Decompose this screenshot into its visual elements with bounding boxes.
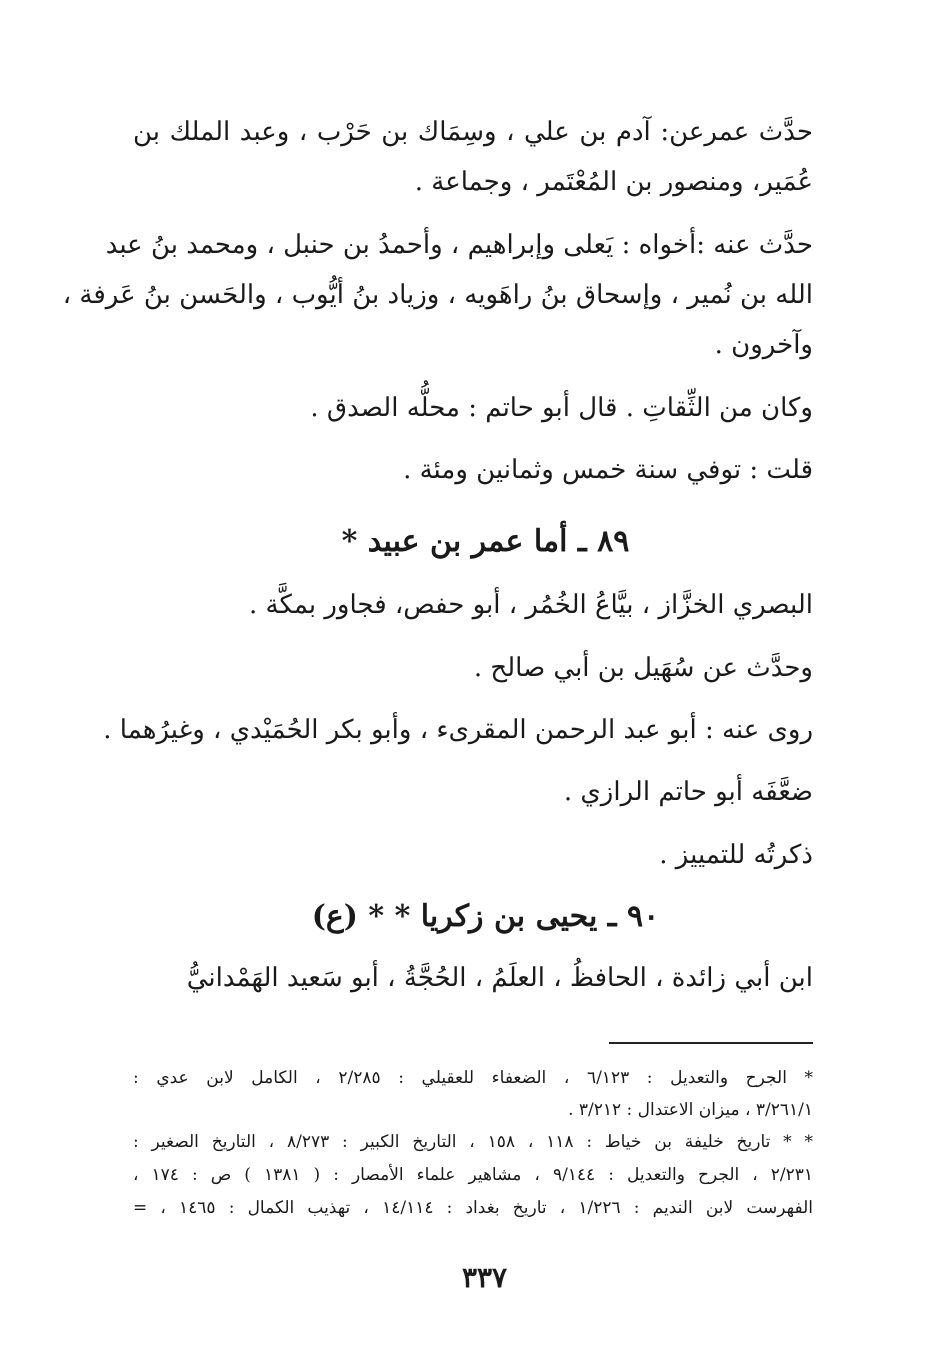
footnote-line: * الجرح والتعديل : ٦/١٢٣ ، الضعفاء للعقيلي : ٢/٢٨٥ ، الكامل لابن عدي : xyxy=(133,1068,814,1088)
footnote-line: ٣/٢٦١/١ ، ميزان الاعتدال : ٣/٢١٢ . xyxy=(568,1100,813,1120)
body-line: قلت : توفي سنة خمس وثمانين ومئة . xyxy=(403,455,813,485)
body-line: وكان من الثِّقاتِ . قال أبو حاتم : محلُّه الصدق . xyxy=(310,393,813,423)
footnote-line: الفهرست لابن النديم : ١/٢٢٦ ، تاريخ بغداد : ١٤/١١٤ ، تهذيب الكمال : ١٤٦٥ ، = xyxy=(133,1198,813,1218)
entry-89-line: وحدَّث عن سُهَيل بن أبي صالح . xyxy=(473,653,813,683)
entry-heading-89: ٨٩ ـ أما عمر بن عبيد * xyxy=(341,524,630,559)
footnote-line: * * تاريخ خليفة بن خياط : ١١٨ ، ١٥٨ ، التاريخ الكبير : ٨/٢٧٣ ، التاريخ الصغير : xyxy=(133,1132,813,1152)
page-number: ٣٣٧ xyxy=(461,1261,508,1294)
body-line: عُمَير، ومنصور بن المُعْتَمر ، وجماعة . xyxy=(414,167,813,197)
footnote-line: ٢/٢٣١ ، الجرح والتعديل : ٩/١٤٤ ، مشاهير علماء الأمصار : ( ١٣٨١ ) ص : ١٧٤ ، xyxy=(133,1165,814,1185)
footnote-separator xyxy=(609,1042,813,1044)
entry-89-line: ذكرتُه للتمييز . xyxy=(659,840,813,870)
body-line: حدَّث عنه :أخواه : يَعلى وإبراهيم ، وأحمدُ بن حنبل ، ومحمد بنُ عبد xyxy=(105,230,813,260)
entry-89-line: روى عنه : أبو عبد الرحمن المقرىء ، وأبو بكر الحُمَيْدي ، وغيرُهما . xyxy=(103,715,813,745)
entry-89-line: البصري الخزَّاز ، بيَّاعُ الخُمُر ، أبو حفص، فجاور بمكَّة . xyxy=(249,590,813,620)
body-line: الله بن نُمير ، وإسحاق بنُ راهَويه ، وزياد بنُ أيُّوب ، والحَسن بنُ عَرفة ، xyxy=(62,280,813,310)
body-line: وآخرون . xyxy=(714,330,813,360)
body-line: حدَّث عمرعن: آدم بن علي ، وسِمَاك بن حَرْب ، وعبد الملك بن xyxy=(133,117,813,147)
entry-89-line: ضعَّفَه أبو حاتم الرازي . xyxy=(563,777,813,807)
entry-heading-90: ٩٠ ـ يحيى بن زكريا * * (ع) xyxy=(311,899,660,934)
entry-90-line: ابن أبي زائدة ، الحافظُ ، العلَمُ ، الحُجَّةُ ، أبو سَعيد الهَمْدانيُّ xyxy=(186,963,813,993)
